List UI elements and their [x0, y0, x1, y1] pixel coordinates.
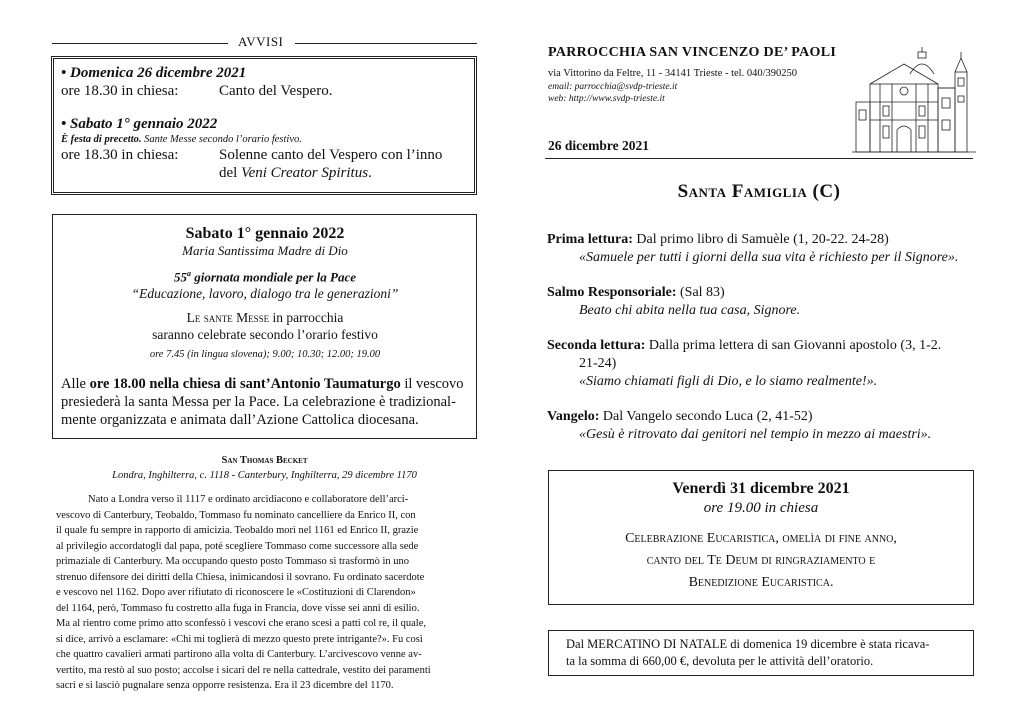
becket-line: che quattro cavalieri armati partirono alla volta di Canterbury. L’arcivescovo venne av- — [56, 649, 422, 660]
becket-line: vertito, ma restò al suo posto; accolse i sicari del re nella cattedrale, vestito dei paramenti — [56, 664, 431, 676]
feast-title-text: Santa Famiglia (C) — [677, 181, 841, 202]
january-subtitle: Maria Santissima Madre di Dio — [182, 243, 348, 258]
parish-address: via Vittorino da Feltre, 11 - 34141 Trieste - tel. 040/390250 — [548, 68, 798, 79]
mercatino-line1: Dal MERCATINO DI NATALE di domenica 19 dicembre è stata ricava- — [566, 637, 930, 651]
avvisi-item2-note-bold: È festa di precetto. — [61, 134, 142, 145]
header-rule — [545, 158, 973, 159]
january-times: ore 7.45 (in lingua slovena); 9.00; 10.30; 12.00; 19.00 — [149, 349, 381, 361]
january-masses — [58, 309, 472, 326]
january-title: Sabato 1° gennaio 2022 — [185, 225, 345, 242]
reading-1-text: Dal primo libro di Samuèle (1, 20-22. 24-28) — [632, 232, 889, 247]
reading-4 — [547, 408, 977, 444]
mercatino-line2: ta la somma di 660,00 €, devoluta per le attività dell’oratorio. — [566, 654, 874, 668]
january-motto: “Educazione, lavoro, dialogo tra le generazioni” — [131, 286, 399, 302]
avvisi-item1-heading: • Domenica 26 dicembre 2021 — [61, 65, 247, 81]
avvisi-item2-heading: • Sabato 1° gennaio 2022 — [61, 116, 218, 132]
january-peace-sup: a — [186, 269, 191, 278]
becket-line: Nato a Londra verso il 1117 e ordinato arcidiacono e collaboratore dell’arci- — [88, 494, 409, 505]
january-paragraph — [61, 375, 471, 429]
reading-1-quote: «Samuele per tutti i giorni della sua vita è richiesto per il Signore». — [579, 250, 959, 265]
january-masses-rest: in parrocchia — [269, 310, 344, 326]
avvisi-item2-note — [61, 133, 471, 146]
january-para-line3: mente organizzata e animata dall’Azione Cattolica diocesana. — [61, 412, 419, 428]
reading-3-quote: «Siamo chiamati figli di Dio, e lo siamo realmente!». — [579, 374, 878, 389]
reading-2-label: Salmo Responsoriale: — [547, 285, 677, 300]
parish-web: web: http://www.svdp-trieste.it — [548, 94, 665, 104]
reading-4-text: Dal Vangelo secondo Luca (2, 41-52) — [599, 409, 813, 424]
mercatino-text — [566, 636, 966, 670]
becket-title: San Thomas Becket — [221, 455, 308, 466]
avvisi-content — [61, 64, 471, 182]
reading-2-text: (Sal 83) — [676, 285, 725, 300]
january-masses-sc: Le sante Messe — [186, 310, 270, 326]
avvisi-item2-note-rest: Sante Messe secondo l’orario festivo. — [141, 134, 302, 145]
reading-3-text: Dalla prima lettera di san Giovanni apostolo (3, 1-2. — [645, 338, 942, 353]
december31-line3: Benedizione Eucaristica. — [688, 575, 834, 590]
parish-name: PARROCCHIA SAN VINCENZO DE’ PAOLI — [548, 45, 837, 60]
becket-line: vescovo di Canterbury, Teobaldo, Tommaso fu nominato cancelliere da Enrico II, con — [56, 509, 416, 521]
becket-line: si dice, arrivò a esclamare: «Chi mi toglierà di mezzo questo prete intrigante?». Fu così — [56, 633, 423, 645]
avvisi-item1-time: ore 18.30 in chiesa: — [61, 83, 179, 99]
december31-time: ore 19.00 in chiesa — [703, 500, 819, 516]
january-para-line2: presiederà la santa Messa per la Pace. La celebrazione è tradizional- — [61, 394, 456, 410]
becket-line: sacri e si lasciò pugnalare senza opporre resistenza. Era il 23 dicembre del 1170. — [56, 680, 394, 691]
january-peace-rest: giornata mondiale per la Pace — [190, 269, 357, 285]
readings — [547, 231, 977, 444]
becket-line: al privilegio accordatogli dal papa, poté scegliere Tommaso come successore alla sede — [56, 540, 419, 552]
parish-email: email: parrocchia@svdp-trieste.it — [548, 82, 678, 92]
avvisi-rule-right — [295, 43, 477, 44]
reading-2-quote: Beato chi abita nella tua casa, Signore. — [579, 303, 801, 318]
avvisi-item2-text1: Solenne canto del Vespero con l’inno — [219, 147, 443, 163]
avvisi-title: AVVISI — [238, 34, 284, 49]
reading-1 — [547, 231, 977, 267]
becket-line: del 1164, però, Tommaso fu costretto alla fuga in Francia, dove visse sei anni di esilio. — [56, 602, 420, 614]
becket-header — [52, 454, 477, 482]
december31-title: Venerdì 31 dicembre 2021 — [672, 480, 850, 497]
avvisi-item1-text: Canto del Vespero. — [219, 83, 333, 99]
becket-line: Ma al rientro come primo atto sconfessò i vescovi che erano scesi a patti col re, il quale, — [56, 618, 426, 629]
january-content — [58, 224, 472, 361]
avvisi-item2-text2-post: . — [368, 165, 372, 181]
december31-line2: canto del Te Deum di ringraziamento e — [646, 553, 876, 568]
bulletin-date: 26 dicembre 2021 — [548, 138, 649, 153]
january-masses-line2: saranno celebrate secondo l’orario festivo — [152, 327, 378, 343]
january-para-pre: Alle — [61, 376, 90, 392]
becket-line: il quale fu sempre in rapporto di amicizia. Teobaldo morì nel 1161 ed Enrico II, grazie — [56, 525, 419, 536]
january-para-bold: ore 18.00 nella chiesa di sant’Antonio Taumaturgo — [89, 376, 401, 392]
becket-line: e vescovo nel 1162. Dopo aver rifiutato di riconoscere le «Costituzioni di Clarendon» — [56, 587, 416, 598]
church-facade-icon — [852, 44, 978, 160]
avvisi-item2-hymn: Veni Creator Spiritus — [241, 165, 369, 181]
january-para-line1-post: il vescovo — [400, 376, 464, 392]
december31-content — [548, 479, 974, 594]
reading-3 — [547, 337, 977, 391]
avvisi-item2-text2-pre: del — [219, 165, 242, 181]
december31-line1: Celebrazione Eucaristica, omelìa di fine anno, — [625, 531, 897, 546]
january-peace-num: 55 — [173, 269, 187, 285]
january-peace-day — [58, 265, 472, 285]
reading-2 — [547, 284, 977, 320]
becket-text — [56, 492, 474, 694]
becket-line: strenuo difensore dei diritti della Chiesa, inimicandosi il sovrano. Fu ordinato sacerdote — [56, 571, 425, 583]
reading-1-label: Prima lettura: — [547, 232, 633, 247]
reading-4-quote: «Gesù è ritrovato dai genitori nel tempio in mezzo ai maestri». — [579, 427, 932, 442]
becket-dates: Londra, Inghilterra, c. 1118 - Canterbury, Inghilterra, 29 dicembre 1170 — [112, 470, 417, 481]
reading-3-label: Seconda lettura: — [547, 338, 646, 353]
reading-4-label: Vangelo: — [547, 409, 600, 424]
avvisi-item2-text2 — [219, 164, 372, 182]
january-para-line1 — [61, 375, 471, 393]
becket-line: primaziale di Canterbury. Ma occupando questo posto Tommaso si trasformò in uno — [56, 556, 409, 567]
reading-3-text2: 21-24) — [579, 356, 617, 371]
feast-title — [545, 181, 973, 203]
avvisi-item2-time: ore 18.30 in chiesa: — [61, 147, 179, 163]
avvisi-rule-left — [52, 43, 228, 44]
